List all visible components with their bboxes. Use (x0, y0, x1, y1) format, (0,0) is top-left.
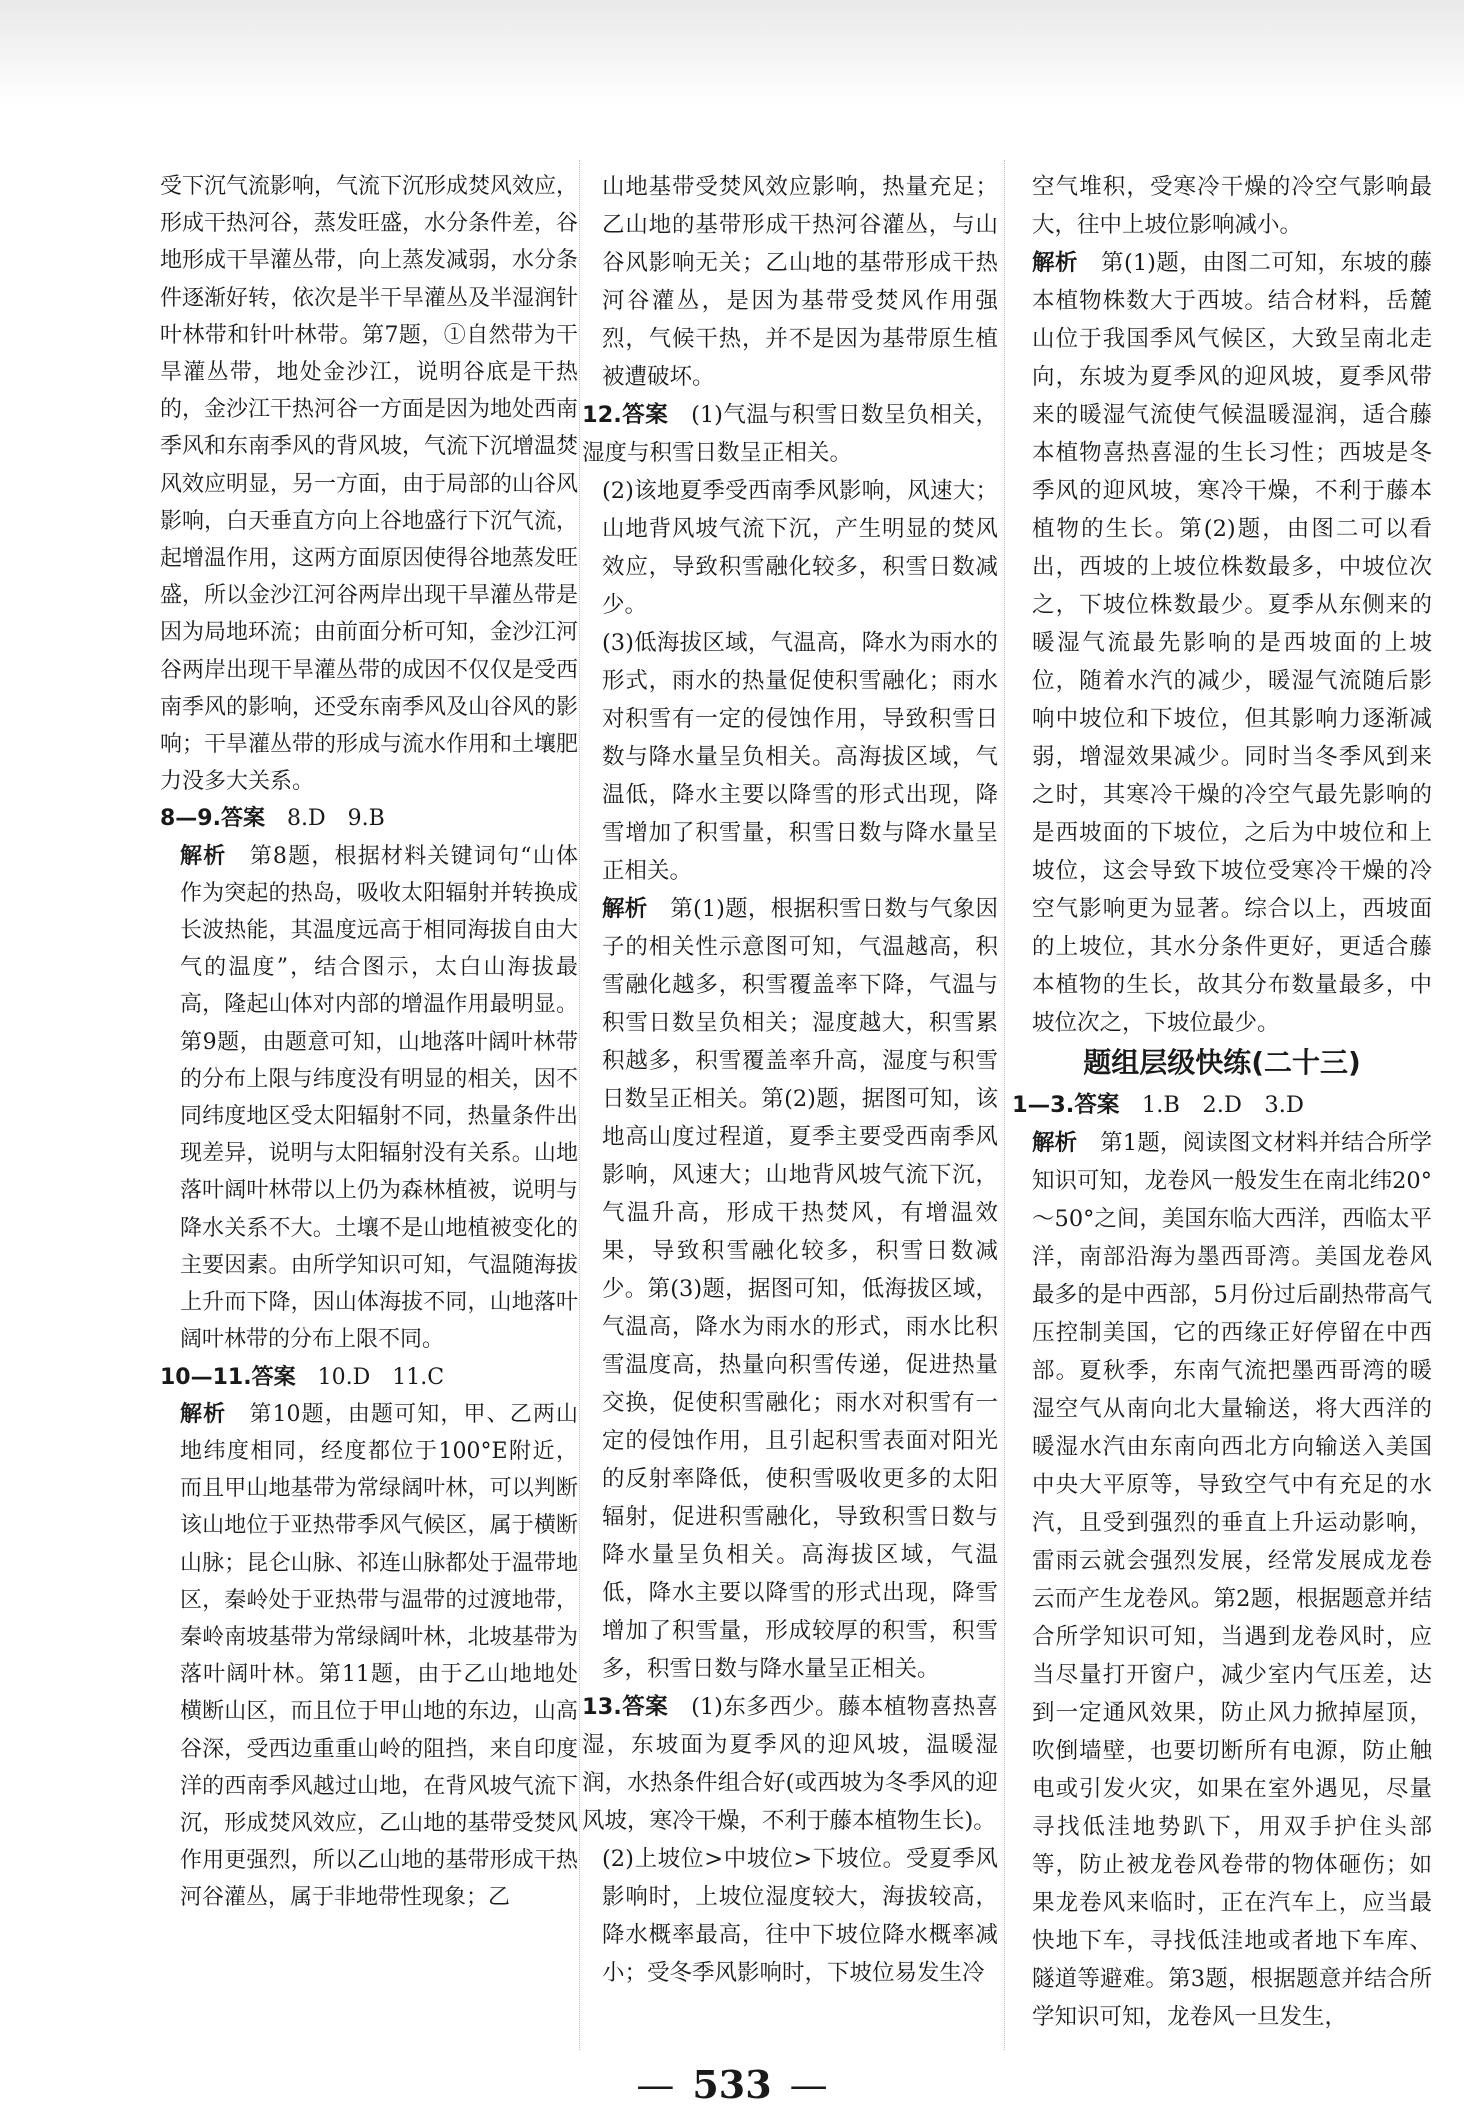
column-1 (160, 168, 578, 1917)
q8-9-answer-line (160, 800, 578, 837)
q1-3-analysis-label: 解析 (1032, 1130, 1078, 1156)
q10-11-answer-label: 10—11.答案 (160, 1364, 296, 1390)
q12-answer-1: (1)气温与积雪日数呈负相关，湿度与积雪日数呈正相关。 (582, 402, 998, 466)
q1-3-answer-line (1012, 1086, 1432, 1124)
q13-answer-line (582, 1688, 998, 1840)
top-scan-band (0, 0, 1464, 105)
q12-analysis-label: 解析 (602, 896, 648, 922)
column-2 (582, 168, 998, 1992)
column-divider-2 (1004, 160, 1005, 2050)
page-number: 533 (692, 2062, 772, 2107)
q1-3-answer: 1.B 2.D 3.D (1141, 1092, 1304, 1118)
footer-dash-right: — (789, 2063, 828, 2107)
q13-answer-label: 13.答案 (582, 1694, 669, 1720)
q10-11-answer-line (160, 1359, 578, 1396)
page-footer (0, 2062, 1464, 2107)
q13-answer-1: (1)东多西少。藤本植物喜热喜湿，东坡面为夏季风的迎风坡，温暖湿润，水热条件组合好(或西坡为冬季风的迎风坡，寒冷干燥，不利于藤本植物生长)。 (582, 1694, 998, 1834)
footer-dash-left: — (636, 2063, 675, 2107)
q8-9-analysis (160, 838, 578, 1359)
q12-analysis (582, 890, 998, 1688)
q10-11-analysis-text: 第10题，由题可知，甲、乙两山地纬度相同，经度都位于100°E附近，而且甲山地基带为常绿阔叶林，可以判断该山地位于亚热带季风气候区，属于横断山脉；昆仑山脉、祁连山脉都处于温带地区，秦岭处于亚热带与温带的过渡地带，秦岭南坡基带为常绿阔叶林，北坡基带为落叶阔叶林。第11题，由于乙山地地处横断山区，而且位于甲山地的东边，山高谷深，受西边重重山岭的阻挡，来自印度洋的西南季风越过山地，在背风坡气流下沉，形成焚风效应，乙山地的基带受焚风作用更强烈，所以乙山地的基带形成干热河谷灌丛，属于非地带性现象；乙 (180, 1401, 578, 1911)
q12-answer-label: 12.答案 (582, 402, 669, 428)
q12-analysis-text: 第(1)题，根据积雪日数与气象因子的相关性示意图可知，气温越高，积雪融化越多，积雪覆盖率下降，气温与积雪日数呈负相关；湿度越大，积雪累积越多，积雪覆盖率升高，湿度与积雪日数呈正相关。第(2)题，据图可知，该地高山度过程道，夏季主要受西南季风影响，风速大；山地背风坡气流下沉，气温升高，形成干热焚风，有增温效果，导致积雪融化较多，积雪日数减少。第(3)题，据图可知，低海拔区域，气温高，降水为雨水的形式，雨水比积雪温度高，热量向积雪传递，促进热量交换，促使积雪融化；雨水对积雪有一定的侵蚀作用，且引起积雪表面对阳光的反射率降低，使积雪吸收更多的太阳辐射，促进积雪融化，导致积雪日数与降水量呈负相关。高海拔区域，气温低，降水主要以降雪的形式出现，降雪增加了积雪量，形成较厚的积雪，积雪多，积雪日数与降水量呈正相关。 (602, 896, 998, 1682)
q1-3-analysis (1012, 1124, 1432, 2036)
q13-analysis-text: 第(1)题，由图二可知，东坡的藤本植物株数大于西坡。结合材料，岳麓山位于我国季风气候区，大致呈南北走向，东坡为夏季风的迎风坡，夏季风带来的暖湿气流使气候温暖湿润，适合藤本植物喜热喜湿的生长习性；西坡是冬季风的迎风坡，寒冷干燥，不利于藤本植物的生长。第(2)题，由图二可以看出，西坡的上坡位株数最多，中坡位次之，下坡位株数最少。夏季从东侧来的暖湿气流最先影响的是西坡面的上坡位，随着水汽的减少，暖湿气流随后影响中坡位和下坡位，但其影响力逐渐减弱，增湿效果减少。同时当冬季风到来之时，其寒冷干燥的冷空气最先影响的是西坡面的下坡位，之后为中坡位和上坡位，这会导致下坡位受寒冷干燥的冷空气影响更为显著。综合以上，西坡面的上坡位，其水分条件更好，更适合藤本植物的生长，故其分布数量最多，中坡位次之，下坡位最少。 (1032, 250, 1432, 1036)
q10-11-answer: 10.D 11.C (317, 1364, 445, 1390)
col2-intro: 山地基带受焚风效应影响，热量充足；乙山地的基带形成干热河谷灌丛，与山谷风影响无关；乙山地的基带形成干热河谷灌丛，是因为基带受焚风作用强烈，气候干热，并不是因为基带原生植被遭破坏。 (602, 174, 998, 390)
column-3 (1012, 168, 1432, 2036)
q8-9-analysis-label: 解析 (180, 843, 227, 869)
col3-intro: 空气堆积，受寒冷干燥的冷空气影响最大，往中上坡位影响减小。 (1032, 174, 1432, 238)
q1-3-analysis-text: 第1题，阅读图文材料并结合所学知识可知，龙卷风一般发生在南北纬20°～50°之间，美国东临大西洋，西临太平洋，南部沿海为墨西哥湾。美国龙卷风最多的是中西部，5月份过后副热带高气压控制美国，它的西缘正好停留在中西部。夏秋季，东南气流把墨西哥湾的暖湿空气从南向北大量输送，将大西洋的暖湿水汽由东南向西北方向输送入美国中央大平原等，导致空气中有充足的水汽，且受到强烈的垂直上升运动影响，雷雨云就会强烈发展，经常发展成龙卷云而产生龙卷风。第2题，根据题意并结合所学知识可知，当遇到龙卷风时，应当尽量打开窗户，减少室内气压差，达到一定通风效果，防止风力掀掉屋顶，吹倒墙壁，也要切断所有电源，防止触电或引发火灾，如果在室外遇见，尽量寻找低洼地势趴下，用双手护住头部等，防止被龙卷风卷带的物体砸伤；如果龙卷风来临时，正在汽车上，应当最快地下车，寻找低洼地或者地下车库、隧道等避难。第3题，根据题意并结合所学知识可知，龙卷风一旦发生， (1032, 1130, 1432, 2030)
q13-analysis (1012, 244, 1432, 1042)
q13-analysis-label: 解析 (1032, 250, 1079, 276)
section-title: 题组层级快练(二十三) (1083, 1046, 1361, 1079)
q12-answer-2: (2)该地夏季受西南季风影响，风速大；山地背风坡气流下沉，产生明显的焚风效应，导致积雪融化较多，积雪日数减少。 (602, 478, 998, 618)
q12-answer-line (582, 396, 998, 472)
q8-9-analysis-text: 第8题，根据材料关键词句“山体作为突起的热岛，吸收太阳辐射并转换成长波热能，其温度远高于相同海拔自由大气的温度”，结合图示，太白山海拔最高，隆起山体对内部的增温作用最明显。第9题，由题意可知，山地落叶阔叶林带的分布上限与纬度没有明显的相关，因不同纬度地区受太阳辐射不同，热量条件出现差异，说明与太阳辐射没有关系。山地落叶阔叶林带以上仍为森林植被，说明与降水关系不大。土壤不是山地植被变化的主要因素。由所学知识可知，气温随海拔上升而下降，因山体海拔不同，山地落叶阔叶林带的分布上限不同。 (180, 843, 578, 1353)
column-divider-1 (579, 160, 580, 2050)
col1-paragraph: 受下沉气流影响，气流下沉形成焚风效应，形成干热河谷，蒸发旺盛，水分条件差，谷地形成干旱灌丛带，向上蒸发减弱，水分条件逐渐好转，依次是半干旱灌丛及半湿润针叶林带和针叶林带。第7题，①自然带为干旱灌丛带，地处金沙江，说明谷底是干热的，金沙江干热河谷一方面是因为地处西南季风和东南季风的背风坡，气流下沉增温焚风效应明显，另一方面，由于局部的山谷风影响，白天垂直方向上谷地盛行下沉气流，起增温作用，这两方面原因使得谷地蒸发旺盛，所以金沙江河谷两岸出现干旱灌丛带是因为局地环流；由前面分析可知，金沙江河谷两岸出现干旱灌丛带的成因不仅仅是受西南季风的影响，还受东南季风及山谷风的影响；干旱灌丛带的形成与流水作用和土壤肥力没多大关系。 (160, 174, 579, 795)
q8-9-answer: 8.D 9.B (287, 806, 385, 832)
q13-answer-2: (2)上坡位>中坡位>下坡位。受夏季风影响时，上坡位湿度较大，海拔较高，降水概率最高，往中下坡位降水概率减小；受冬季风影响时，下坡位易发生冷 (602, 1846, 998, 1986)
q10-11-analysis (160, 1396, 578, 1917)
q1-3-answer-label: 1—3.答案 (1012, 1092, 1120, 1118)
q8-9-answer-label: 8—9.答案 (160, 806, 265, 832)
q10-11-analysis-label: 解析 (180, 1401, 227, 1427)
q12-answer-3: (3)低海拔区域，气温高，降水为雨水的形式，雨水的热量促使积雪融化；雨水对积雪有一定的侵蚀作用，导致积雪日数与降水量呈负相关。高海拔区域，气温低，降水主要以降雪的形式出现，降雪增加了积雪量，积雪日数与降水量呈正相关。 (602, 630, 998, 884)
